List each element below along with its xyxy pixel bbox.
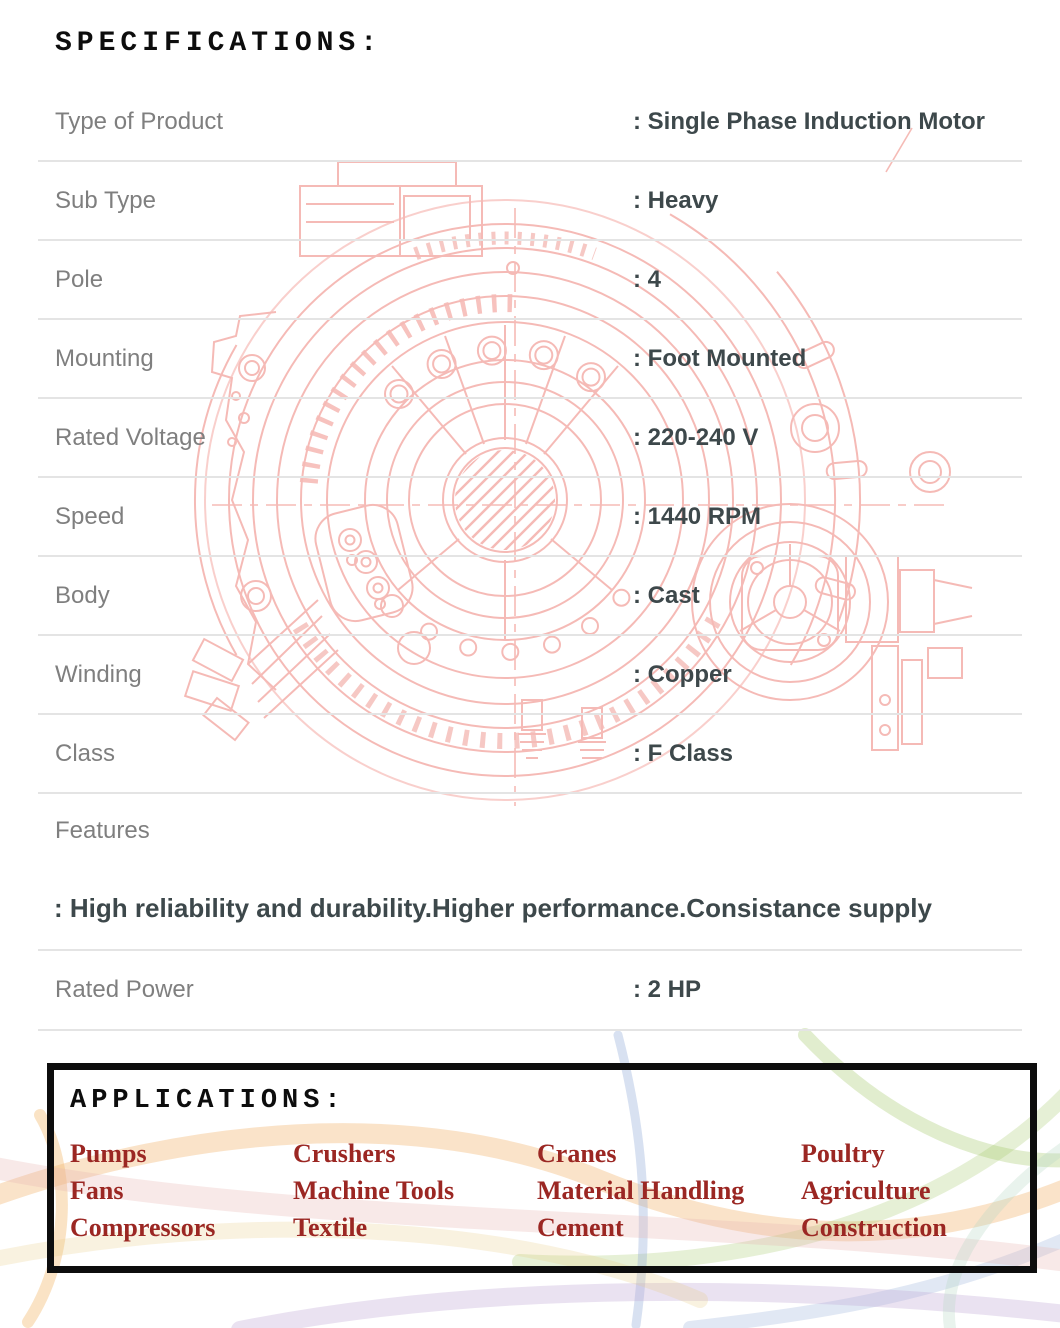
spec-label: Type of Product [55,107,224,135]
spec-value: : Single Phase Induction Motor [633,107,986,135]
spec-value: : Cast [633,581,700,609]
spec-value: : Heavy [633,186,719,214]
application-item: Crushers [293,1139,396,1168]
spec-row-features [38,794,1022,868]
application-item: Agriculture [801,1176,931,1205]
applications-column-3 [537,1135,801,1246]
spec-row-speed [38,478,1022,557]
application-item: Poultry [801,1139,885,1168]
spec-label: Class [55,739,116,767]
spec-row-rated-voltage [38,399,1022,478]
spec-value: : Copper [633,660,732,688]
application-item: Cranes [537,1139,617,1168]
specifications-table [38,83,1022,1031]
spec-row-mounting [38,320,1022,399]
page-title: SPECIFICATIONS: [55,28,383,59]
spec-row-sub-type [38,162,1022,241]
applications-column-4 [801,1135,1030,1246]
spec-label: Body [55,581,110,609]
spec-label: Speed [55,502,125,530]
applications-grid [70,1135,1030,1246]
application-item: Cement [537,1213,624,1242]
spec-label: Winding [55,660,142,688]
spec-label: Pole [55,265,104,293]
applications-box [47,1063,1037,1273]
spec-label: Mounting [55,344,154,372]
spec-value: : Foot Mounted [633,344,807,372]
spec-row-type-of-product [38,83,1022,162]
applications-title: APPLICATIONS: [70,1086,346,1116]
spec-label: Rated Power [55,976,194,1003]
features-value: : High reliability and durability.Higher performance.Consistance supply [38,868,1022,951]
application-item: Pumps [70,1139,147,1168]
spec-row-body [38,557,1022,636]
spec-row-class [38,715,1022,794]
spec-label: Features [55,817,150,844]
spec-row-rated-power [38,951,1022,1031]
spec-value: : 2 HP [633,976,702,1003]
spec-label: Rated Voltage [55,423,206,451]
spec-row-pole [38,241,1022,320]
spec-value: : 4 [633,265,662,293]
spec-value: : F Class [633,739,734,767]
applications-column-2 [293,1135,537,1246]
application-item: Textile [293,1213,368,1242]
application-item: Compressors [70,1213,216,1242]
spec-row-winding [38,636,1022,715]
spec-value: : 1440 RPM [633,502,762,530]
applications-column-1 [70,1135,293,1246]
application-item: Material Handling [537,1176,745,1205]
spec-value: : 220-240 V [633,423,759,451]
application-item: Fans [70,1176,124,1205]
spec-label: Sub Type [55,186,156,214]
application-item: Machine Tools [293,1176,455,1205]
application-item: Construction [801,1213,947,1242]
